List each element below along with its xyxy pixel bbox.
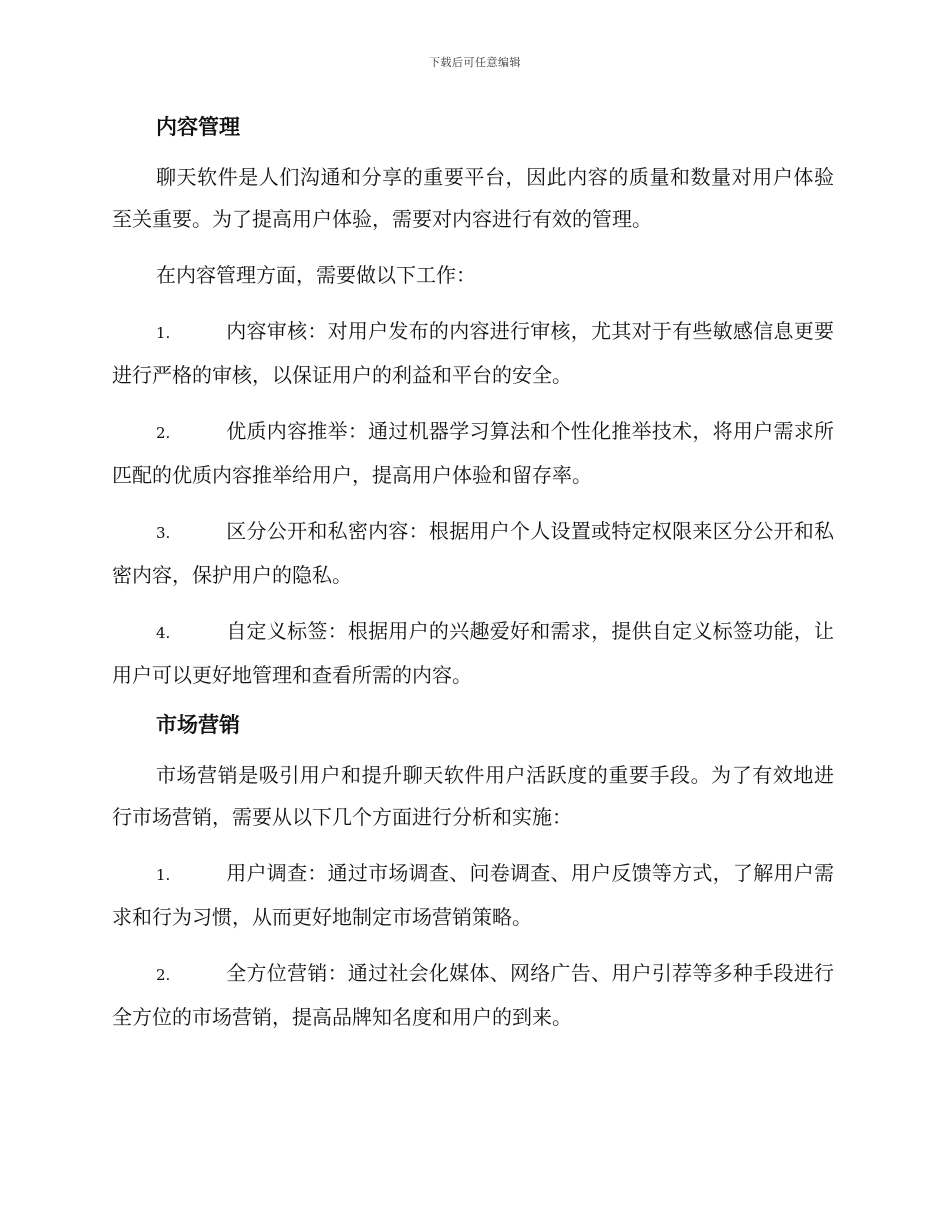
list-text: 内容审核：对用户发布的内容进行审核，尤其对于有些敏感信息更要进行严格的审核，以保证用户的利益和平台的安全。 — [112, 319, 834, 387]
section-heading: 内容管理 — [156, 115, 240, 139]
list-number: 3. — [156, 524, 171, 542]
list-item — [112, 852, 834, 938]
section-content-management — [112, 112, 834, 696]
section-lead: 在内容管理方面，需要做以下工作： — [156, 263, 476, 287]
list-text: 区分公开和私密内容：根据用户个人设置或特定权限来区分公开和私密内容，保护用户的隐私。 — [112, 519, 834, 587]
section-heading: 市场营销 — [156, 713, 240, 737]
list-item — [112, 952, 834, 1038]
page-header: 下载后可任意编辑 — [429, 56, 521, 69]
list-item — [112, 610, 834, 696]
list-text: 用户调查：通过市场调查、问卷调查、用户反馈等方式，了解用户需求和行为习惯，从而更好地制定市场营销策略。 — [112, 861, 834, 929]
list-text: 自定义标签：根据用户的兴趣爱好和需求，提供自定义标签功能，让用户可以更好地管理和查看所需的内容。 — [112, 619, 834, 687]
section-intro: 市场营销是吸引用户和提升聊天软件用户活跃度的重要手段。为了有效地进行市场营销，需要从以下几个方面进行分析和实施： — [112, 763, 834, 829]
list-text: 全方位营销：通过社会化媒体、网络广告、用户引荐等多种手段进行全方位的市场营销，提高品牌知名度和用户的到来。 — [112, 961, 834, 1029]
list-item — [112, 510, 834, 596]
list-number: 2. — [156, 424, 171, 442]
list-number: 1. — [156, 866, 171, 884]
list-number: 1. — [156, 324, 171, 342]
list-item — [112, 410, 834, 496]
list-number: 4. — [156, 624, 171, 642]
document-body — [112, 112, 834, 1038]
section-intro: 聊天软件是人们沟通和分享的重要平台，因此内容的质量和数量对用户体验至关重要。为了提高用户体验，需要对内容进行有效的管理。 — [112, 165, 834, 231]
list-text: 优质内容推举：通过机器学习算法和个性化推举技术，将用户需求所匹配的优质内容推举给用户，提高用户体验和留存率。 — [112, 419, 834, 487]
list-item — [112, 310, 834, 396]
section-marketing — [112, 710, 834, 1038]
list-number: 2. — [156, 966, 171, 984]
